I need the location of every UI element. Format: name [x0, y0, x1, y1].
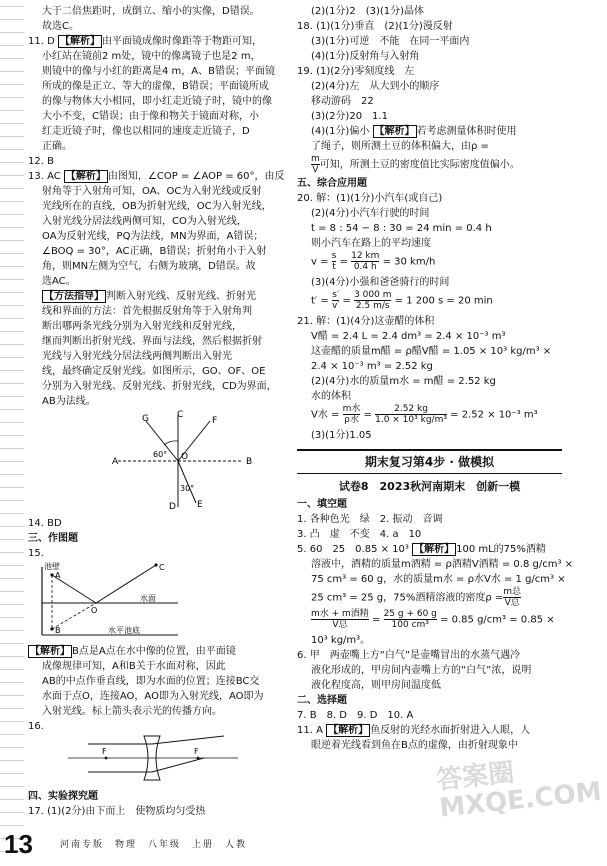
label-F: F — [212, 416, 218, 426]
analysis-tag: 【解析】 — [30, 646, 70, 657]
text-line: 射角等于入射角可知，OA、OC为入射光线或反射 — [42, 186, 262, 197]
text-line: 液化程度高，则甲房间温度低 — [311, 680, 441, 691]
q13-line: 13. AC 【解析】 由图知，∠COP = ∠AOP = 60°，由反 — [28, 171, 285, 182]
text-line: 移动游码 22 — [311, 96, 374, 107]
page-footer — [0, 828, 574, 860]
text-line: 大于二倍焦距时，成倒立、缩小的实像，D错误。 — [42, 6, 260, 17]
label-30: 30° — [180, 484, 195, 493]
text-line: 正确。 — [42, 141, 72, 152]
section-heading: 五、综合应用题 — [297, 178, 367, 189]
text-line: 线和界面的方法：首先根据反射角等于入射角判 — [42, 306, 252, 317]
speed-formula: v = $\frac{s}{t}$ = $\frac{12 km}{0.4 h}$ = 30 km/h — [311, 251, 436, 272]
review-step-banner: 期末复习第4步 · 做模拟 — [297, 449, 562, 474]
text-line: 溶液中，酒精的质量m酒精 = ρ酒精V酒精 = 0.8 g/cm³ × — [311, 559, 574, 570]
label-O: O — [91, 606, 98, 615]
method-line: 【方法指导】 判断入射光线、反射光线、折射光 — [44, 291, 256, 302]
text-line: 则镜中的像与小红的距离是4 m，A、B错误；平面镜 — [42, 66, 275, 77]
text-line: 10³ kg/m³。 — [311, 635, 371, 646]
refraction-diagram — [28, 409, 293, 511]
q15-analysis-line: 【解析】 B点是A点在水中像的位置，由平面镜 — [30, 646, 236, 657]
text-line: 21. 解：(1)(4分)这壶醋的体积 — [297, 316, 435, 327]
text-line: 1. 各种色光 绿 2. 振动 音调 — [297, 514, 443, 525]
text-line: (3)(4分)小强和爸爸骑行的时间 — [311, 277, 450, 288]
label-B: B — [246, 457, 253, 467]
label-C: C — [159, 563, 165, 572]
text-line: t = 8 : 54 − 8 : 30 = 24 min = 0.4 h — [311, 223, 492, 234]
label-60: 60° — [153, 450, 168, 459]
binding-edge — [0, 0, 24, 860]
label-A: A — [55, 571, 61, 580]
footer-meta: 河南专版 物理 八年级 上册 人教 — [60, 840, 248, 850]
text-line: 水面于点O，连接AO，AO即为入射光线，AO即为 — [42, 691, 264, 702]
label-E: E — [197, 500, 203, 510]
method-tag: 【方法指导】 — [44, 291, 104, 302]
pool-diagram — [28, 561, 293, 639]
refracted-ray — [178, 461, 196, 503]
section-heading: 一、填空题 — [297, 499, 347, 510]
text-line: 2.4 × 10⁻³ m³ = 2.52 kg — [311, 361, 433, 372]
text-line: 线，最终确定反射光线。如图所示，GO、OF、OE — [42, 366, 266, 377]
text-line: 20. 解：(1)(1分)小汽车(或自己) — [297, 193, 443, 204]
right-column — [297, 4, 574, 753]
text-line: AB的中点作垂直线，即为水面的位置；连接BC交 — [42, 676, 260, 687]
q16-line: 16. — [28, 721, 44, 732]
text-line: 6. 甲 两壶嘴上方“白气”是壶嘴冒出的水蒸气遇冷 — [297, 650, 521, 661]
text-line: 断出哪两条光线分别为入射光线和反射光线， — [42, 321, 242, 332]
density-line: 25 cm³ = 25 g，75%酒精溶液的密度ρ = $\frac{\text{m总}}{\text{V总}}$ — [311, 587, 522, 608]
text-line: 75 cm³ = 60 g，水的质量m水 = ρ水V水 = 1 g/cm³ × — [311, 574, 566, 585]
left-column — [28, 4, 293, 819]
text-line: 眼逆着光线看到鱼在B点的虚像，由折射现象中 — [311, 740, 518, 751]
section-heading: 三、作图题 — [28, 533, 78, 544]
text-line: (2)(4分)左 从大到小的顺序 — [311, 81, 440, 92]
text-line: 了绳子，则所测土豆的体积偏大，由ρ = — [311, 141, 489, 152]
text-line: 选AC。 — [42, 276, 76, 287]
text-line: 3. 凸 虚 不变 4. a 10 — [297, 529, 422, 540]
text-line: 成像规律可知，A和B关于水面对称，因此 — [42, 661, 226, 672]
text-line: 光线与入射光线分居法线两侧判断出入射光 — [42, 351, 232, 362]
text-line: 继而判断出折射光线、界面与法线，然后根据折射 — [42, 336, 262, 347]
text-line: 的像与物体大小相同，即小红走近镜子时，镜中的像 — [42, 96, 272, 107]
text-line: (3)(1分)可逆 不能 在同一平面内 — [311, 36, 470, 47]
q17-line: 17. (1)(2分)由下而上 使物质均匀受热 — [28, 806, 206, 817]
text-line: 所成的像是正立、等大的虚像，B错误；平面镜所成 — [42, 81, 269, 92]
q12-line: 12. B — [28, 156, 54, 167]
text-line: 水的体积 — [311, 391, 351, 402]
label-O: O — [181, 452, 189, 462]
text-line: (3)(2分)20 1.1 — [311, 111, 388, 122]
text-line: (2)(4分)水的质量m水 = m醋 = 2.52 kg — [311, 376, 496, 387]
analysis-tag: 【解析】 — [328, 725, 369, 736]
text-line: 这壶醋的质量m醋 = ρ醋V醋 = 1.05 × 10³ kg/m³ × — [311, 346, 552, 357]
focus-F-right: F — [194, 747, 199, 756]
text-line: OA为反射光线，PQ为法线，MN为界面，A错误； — [42, 231, 264, 242]
q11-line: 11. A 【解析】 鱼反射的光经水面折射进入人眼，人 — [297, 725, 531, 736]
text-line: 18. (1)(1分)垂直 (2)(1分)漫反射 — [297, 21, 453, 32]
text-line: 红走近镜子时，像也以相同的速度走近镜子，D — [42, 126, 250, 137]
watermark: 答案圈 MXQE.COM — [435, 757, 603, 824]
text-line: (3)(1分)1.05 — [311, 430, 372, 441]
lens-diagram — [28, 734, 293, 784]
text-line: 19. (1)(2分)零刻度线 左 — [297, 66, 415, 77]
text-line: 大小不变，C错误；由于像和物关于镜面对称，小 — [42, 111, 259, 122]
label-G: G — [142, 414, 149, 424]
text-line: (2)(1分)2 (3)(1分)晶体 — [311, 6, 425, 17]
density-formula-line: $\frac{m}{V}$ 可知，所测土豆的密度值比实际密度值偏小。 — [311, 154, 520, 175]
text-line: 光线所在的直线，OB为折射光线，OC为入射光线， — [42, 201, 272, 212]
label-C: C — [177, 410, 184, 420]
section-heading: 二、选择题 — [297, 695, 347, 706]
analysis-tag: 【解析】 — [414, 544, 455, 555]
text-line: 角，则MN左侧为空气，右侧为玻璃，D错误。故 — [42, 261, 256, 272]
section-heading: 四、实验探究题 — [28, 791, 98, 802]
test-title: 试卷8 2023秋河南期末 创新一模 — [338, 480, 521, 493]
text-line: ∠BOQ = 30°，AC正确，B错误；折射角小于入射 — [42, 246, 267, 257]
pool-wall-label: 池壁 — [44, 562, 60, 571]
fraction: $\frac{m}{V}$ — [311, 154, 320, 175]
q11-line: 11. D 【解析】 由平面镜成像时像距等于物距可知， — [28, 36, 262, 47]
label-B: B — [55, 626, 61, 635]
text-line: 液化形成的，甲房间内壶嘴上方的“白气”浓，说明 — [311, 665, 532, 676]
volume-formula: V水 = $\frac{\text{m水}}{\text{ρ水}}$ = $\frac{2.52 kg}{\text{1.0 × 10³ kg/m³}}$ = 2.52 × 10⁻³ m³ — [311, 404, 538, 425]
text-line: 故选C。 — [42, 21, 79, 32]
q14-line: 14. BD — [28, 518, 62, 529]
text-line: 入射光线。标上箭头表示光的传播方向。 — [42, 706, 222, 717]
pool-bottom-label: 水平池底 — [108, 626, 140, 635]
text-line: 小红站在镜前2 m处，镜中的像离镜子也是2 m， — [42, 51, 261, 62]
q5-line: 5. 60 25 0.85 × 10³ 【解析】 100 mL的75%酒精 — [297, 544, 546, 555]
analysis-tag: 【解析】 — [59, 36, 100, 47]
text-line: V醋 = 2.4 L = 2.4 dm³ = 2.4 × 10⁻³ m³ — [311, 331, 506, 342]
focus-F-left: F — [102, 747, 107, 756]
text-line: 则小汽车在路上的平均速度 — [311, 238, 431, 249]
water-surface-label: 水面 — [140, 594, 156, 603]
label-D: D — [169, 502, 176, 512]
text-line: 入射光线分居法线两侧可知，CO为入射光线， — [42, 216, 247, 227]
label-A: A — [112, 457, 119, 467]
analysis-tag: 【解析】 — [65, 171, 106, 182]
analysis-tag: 【解析】 — [374, 126, 415, 137]
text-line: AB为法线。 — [42, 396, 96, 407]
q15-line: 15. — [28, 548, 44, 559]
q19-4-line: (4)(1分)偏小 【解析】 若考虑测量体积时使用 — [311, 126, 517, 137]
time-formula: t′ = $\frac{s'}{v'}$ = $\frac{3 000 m}{2.5 m/s}$ = 1 200 s = 20 min — [311, 290, 493, 311]
text-line: 7. B 8. D 9. D 10. A — [297, 710, 414, 721]
page-number: 13 — [4, 829, 33, 859]
text-line: (4)(1分)反射角与入射角 — [311, 51, 420, 62]
text-line: 分别为入射光线、反射光线、折射光线，CD为界面， — [42, 381, 277, 392]
text-line: (2)(4分)小汽车行驶的时间 — [311, 208, 430, 219]
density-formula: $\frac{\text{m水 + m酒精}}{\text{V总}}$ = $\frac{25 g + 60 g}{\text{100 cm³}}$ = 0.85 g/cm³ = 0.85 × — [311, 609, 555, 630]
